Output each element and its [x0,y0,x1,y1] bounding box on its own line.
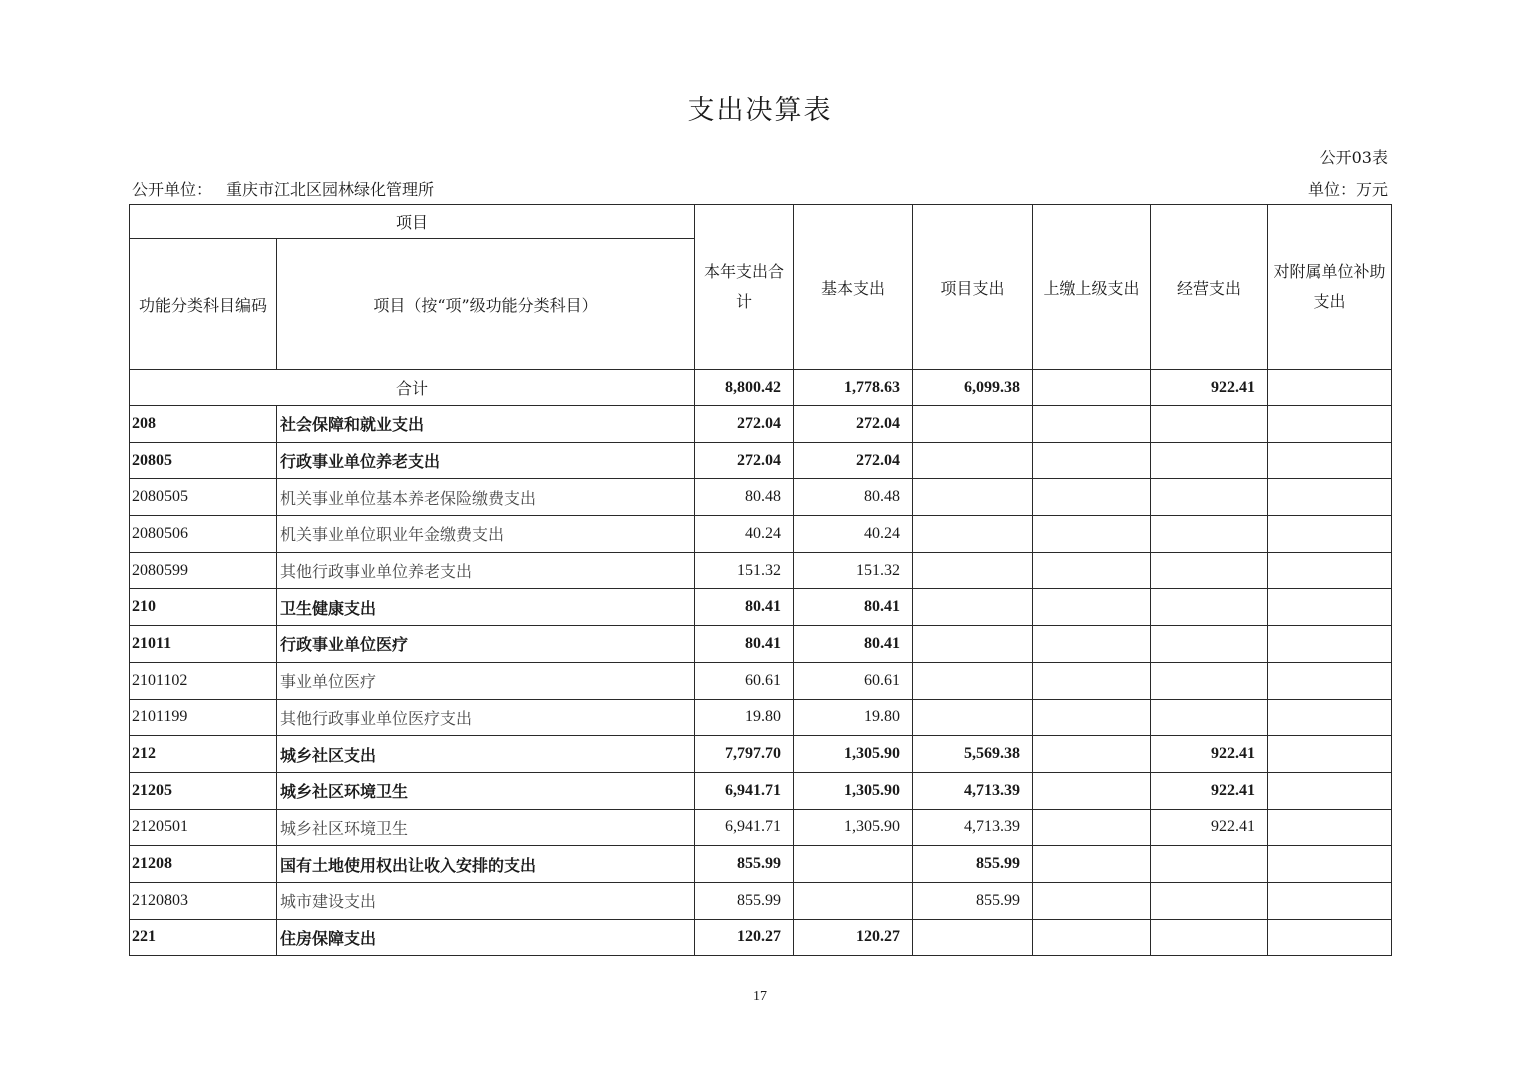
business-cell [1151,516,1268,553]
upper-cell [1033,809,1151,846]
basic-cell: 1,778.63 [794,370,913,406]
business-cell: 922.41 [1151,370,1268,406]
subsidy-cell [1268,479,1392,516]
business-cell [1151,552,1268,589]
table-row [130,516,1392,553]
organization-value: 重庆市江北区园林绿化管理所 [226,180,435,199]
subsidy-cell [1268,846,1392,883]
basic-cell: 19.80 [794,699,913,736]
project-cell [913,589,1033,626]
project-cell [913,699,1033,736]
basic-cell [794,882,913,919]
expenditure-table [129,204,1392,956]
basic-cell: 272.04 [794,406,913,443]
name-cell: 城乡社区环境卫生 [277,772,695,809]
page-title: 支出决算表 [687,95,833,126]
subsidy-cell [1268,442,1392,479]
project-cell [913,626,1033,663]
total-cell: 80.41 [695,626,794,663]
subsidy-cell [1268,772,1392,809]
project-cell [913,516,1033,553]
name-cell: 行政事业单位医疗 [277,626,695,663]
page-number: 17 [753,989,767,1004]
project-cell [913,442,1033,479]
header-code: 功能分类科目编码 [130,239,277,370]
upper-cell [1033,772,1151,809]
name-cell: 城乡社区环境卫生 [277,809,695,846]
total-cell: 855.99 [695,882,794,919]
project-cell: 4,713.39 [913,772,1033,809]
upper-cell [1033,699,1151,736]
total-cell: 7,797.70 [695,736,794,773]
subsidy-cell [1268,406,1392,443]
organization [132,177,434,200]
total-cell: 60.61 [695,662,794,699]
table-row [130,882,1392,919]
table-row [130,406,1392,443]
project-cell: 855.99 [913,882,1033,919]
project-cell [913,552,1033,589]
code-cell: 2120501 [130,809,277,846]
subsidy-cell [1268,552,1392,589]
total-cell: 855.99 [695,846,794,883]
subsidy-cell [1268,662,1392,699]
table-row [130,772,1392,809]
business-cell [1151,662,1268,699]
upper-cell [1033,919,1151,956]
upper-cell [1033,442,1151,479]
project-cell: 5,569.38 [913,736,1033,773]
upper-cell [1033,846,1151,883]
basic-cell: 1,305.90 [794,736,913,773]
basic-cell: 60.61 [794,662,913,699]
subsidy-cell [1268,626,1392,663]
basic-cell: 40.24 [794,516,913,553]
project-cell [913,406,1033,443]
project-cell [913,662,1033,699]
total-cell: 6,941.71 [695,772,794,809]
upper-cell [1033,406,1151,443]
basic-cell: 80.41 [794,626,913,663]
business-cell [1151,626,1268,663]
header-subsidy: 对附属单位补助支出 [1268,205,1392,370]
header-basic: 基本支出 [794,205,913,370]
table-row [130,699,1392,736]
header-name: 项目（按“项”级功能分类科目） [277,239,695,370]
total-cell: 120.27 [695,919,794,956]
code-cell: 210 [130,589,277,626]
header-upper: 上缴上级支出 [1033,205,1151,370]
code-cell: 2120803 [130,882,277,919]
code-cell: 2080505 [130,479,277,516]
name-cell: 其他行政事业单位医疗支出 [277,699,695,736]
basic-cell [794,846,913,883]
business-cell [1151,699,1268,736]
table-number: 公开03表 [1319,148,1388,167]
name-cell: 事业单位医疗 [277,662,695,699]
upper-cell [1033,662,1151,699]
currency-unit: 单位：万元 [1307,180,1388,199]
total-cell: 272.04 [695,406,794,443]
total-row [130,370,1392,406]
project-cell [913,919,1033,956]
upper-cell [1033,882,1151,919]
table-row [130,626,1392,663]
subsidy-cell [1268,809,1392,846]
name-cell: 社会保障和就业支出 [277,406,695,443]
table-row [130,479,1392,516]
subsidy-cell [1268,699,1392,736]
total-cell: 6,941.71 [695,809,794,846]
basic-cell: 272.04 [794,442,913,479]
project-cell: 855.99 [913,846,1033,883]
basic-cell: 1,305.90 [794,809,913,846]
name-cell: 城乡社区支出 [277,736,695,773]
header-total: 本年支出合计 [695,205,794,370]
name-cell: 其他行政事业单位养老支出 [277,552,695,589]
code-cell: 2080506 [130,516,277,553]
total-cell: 80.41 [695,589,794,626]
code-cell: 212 [130,736,277,773]
subsidy-cell [1268,370,1392,406]
code-cell: 221 [130,919,277,956]
code-cell: 2101102 [130,662,277,699]
header-business: 经营支出 [1151,205,1268,370]
project-cell: 6,099.38 [913,370,1033,406]
business-cell [1151,442,1268,479]
upper-cell [1033,479,1151,516]
project-cell [913,479,1033,516]
business-cell: 922.41 [1151,772,1268,809]
total-cell: 40.24 [695,516,794,553]
subsidy-cell [1268,516,1392,553]
name-cell: 住房保障支出 [277,919,695,956]
total-cell: 272.04 [695,442,794,479]
basic-cell: 120.27 [794,919,913,956]
business-cell: 922.41 [1151,809,1268,846]
business-cell [1151,919,1268,956]
name-cell: 机关事业单位基本养老保险缴费支出 [277,479,695,516]
subsidy-cell [1268,919,1392,956]
business-cell [1151,846,1268,883]
table-row [130,846,1392,883]
business-cell: 922.41 [1151,736,1268,773]
code-cell: 2101199 [130,699,277,736]
header-project-expense: 项目支出 [913,205,1033,370]
total-label: 合计 [130,370,695,406]
code-cell: 208 [130,406,277,443]
code-cell: 2080599 [130,552,277,589]
basic-cell: 80.41 [794,589,913,626]
code-cell: 21205 [130,772,277,809]
table-row [130,552,1392,589]
header-project: 项目 [130,205,695,239]
table-row [130,662,1392,699]
upper-cell [1033,552,1151,589]
table-row [130,809,1392,846]
basic-cell: 80.48 [794,479,913,516]
project-cell: 4,713.39 [913,809,1033,846]
name-cell: 卫生健康支出 [277,589,695,626]
table-row [130,736,1392,773]
subsidy-cell [1268,882,1392,919]
name-cell: 机关事业单位职业年金缴费支出 [277,516,695,553]
basic-cell: 151.32 [794,552,913,589]
upper-cell [1033,370,1151,406]
basic-cell: 1,305.90 [794,772,913,809]
total-cell: 80.48 [695,479,794,516]
name-cell: 行政事业单位养老支出 [277,442,695,479]
business-cell [1151,406,1268,443]
business-cell [1151,479,1268,516]
code-cell: 21208 [130,846,277,883]
table-row [130,442,1392,479]
name-cell: 城市建设支出 [277,882,695,919]
organization-label: 公开单位： [132,180,213,199]
code-cell: 20805 [130,442,277,479]
subsidy-cell [1268,589,1392,626]
unit-line [132,177,1388,200]
table-row [130,919,1392,956]
code-cell: 21011 [130,626,277,663]
upper-cell [1033,516,1151,553]
upper-cell [1033,626,1151,663]
total-cell: 151.32 [695,552,794,589]
business-cell [1151,882,1268,919]
total-cell: 8,800.42 [695,370,794,406]
business-cell [1151,589,1268,626]
upper-cell [1033,589,1151,626]
name-cell: 国有土地使用权出让收入安排的支出 [277,846,695,883]
total-cell: 19.80 [695,699,794,736]
table-row [130,589,1392,626]
upper-cell [1033,736,1151,773]
subsidy-cell [1268,736,1392,773]
